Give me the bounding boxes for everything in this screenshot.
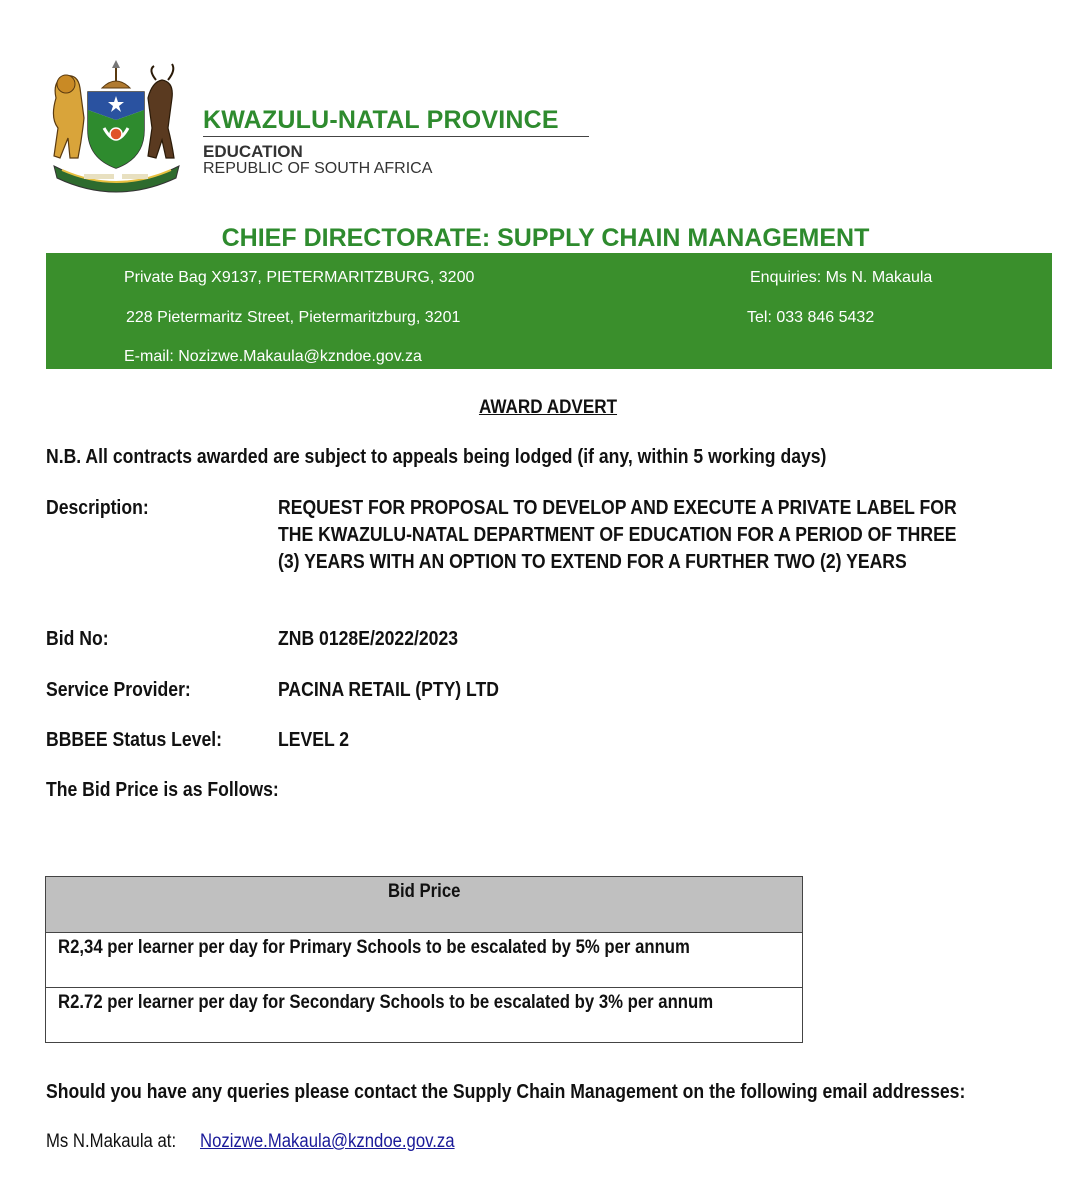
bid-no-label: Bid No: [46, 628, 109, 650]
description-line: (3) YEARS WITH AN OPTION TO EXTEND FOR A FURTHER TWO (2) YEARS [278, 551, 907, 573]
contact-banner [46, 253, 1052, 369]
queries-notice: Should you have any queries please contact the Supply Chain Management on the following email addresses: [46, 1081, 966, 1103]
province-name: KWAZULU-NATAL PROVINCE [203, 106, 559, 134]
coat-of-arms-logo [44, 58, 189, 193]
description-value [278, 495, 1035, 576]
table-cell: R2.72 per learner per day for Secondary Schools to be escalated by 3% per annum [46, 988, 803, 1043]
country-name: REPUBLIC OF SOUTH AFRICA [203, 160, 433, 177]
contact-label: Ms N.Makaula at: [46, 1131, 177, 1152]
table-row [46, 988, 803, 1043]
description-label: Description: [46, 497, 149, 519]
table-cell: R2,34 per learner per day for Primary Schools to be escalated by 5% per annum [46, 933, 803, 988]
bid-no-value: ZNB 0128E/2022/2023 [278, 628, 459, 650]
bbbee-label: BBBEE Status Level: [46, 729, 223, 751]
description-line: THE KWAZULU-NATAL DEPARTMENT OF EDUCATION FOR A PERIOD OF THREE [278, 524, 957, 546]
table-header: Bid Price [46, 877, 803, 933]
bbbee-value: LEVEL 2 [278, 729, 350, 751]
bid-price-intro: The Bid Price is as Follows: [46, 779, 279, 801]
bid-price-table [45, 876, 803, 1043]
table-row [46, 933, 803, 988]
contact-email-link[interactable]: Nozizwe.Makaula@kzndoe.gov.za [200, 1131, 455, 1152]
nb-notice: N.B. All contracts awarded are subject to appeals being lodged (if any, within 5 working days) [46, 446, 827, 468]
banner-email: E-mail: Nozizwe.Makaula@kzndoe.gov.za [124, 348, 422, 365]
service-provider-label: Service Provider: [46, 679, 191, 701]
description-line: REQUEST FOR PROPOSAL TO DEVELOP AND EXECUTE A PRIVATE LABEL FOR [278, 497, 957, 519]
header-divider [203, 136, 589, 137]
private-bag-address: Private Bag X9137, PIETERMARITZBURG, 3200 [124, 269, 475, 286]
service-provider-value: PACINA RETAIL (PTY) LTD [278, 679, 499, 701]
telephone-number: Tel: 033 846 5432 [747, 309, 875, 326]
enquiries-contact: Enquiries: Ms N. Makaula [750, 269, 933, 286]
street-address: 228 Pietermaritz Street, Pietermaritzburg, 3201 [126, 309, 461, 326]
department-name: EDUCATION [203, 142, 303, 161]
directorate-title: CHIEF DIRECTORATE: SUPPLY CHAIN MANAGEMENT [221, 224, 870, 252]
page-title: AWARD ADVERT [478, 397, 618, 418]
